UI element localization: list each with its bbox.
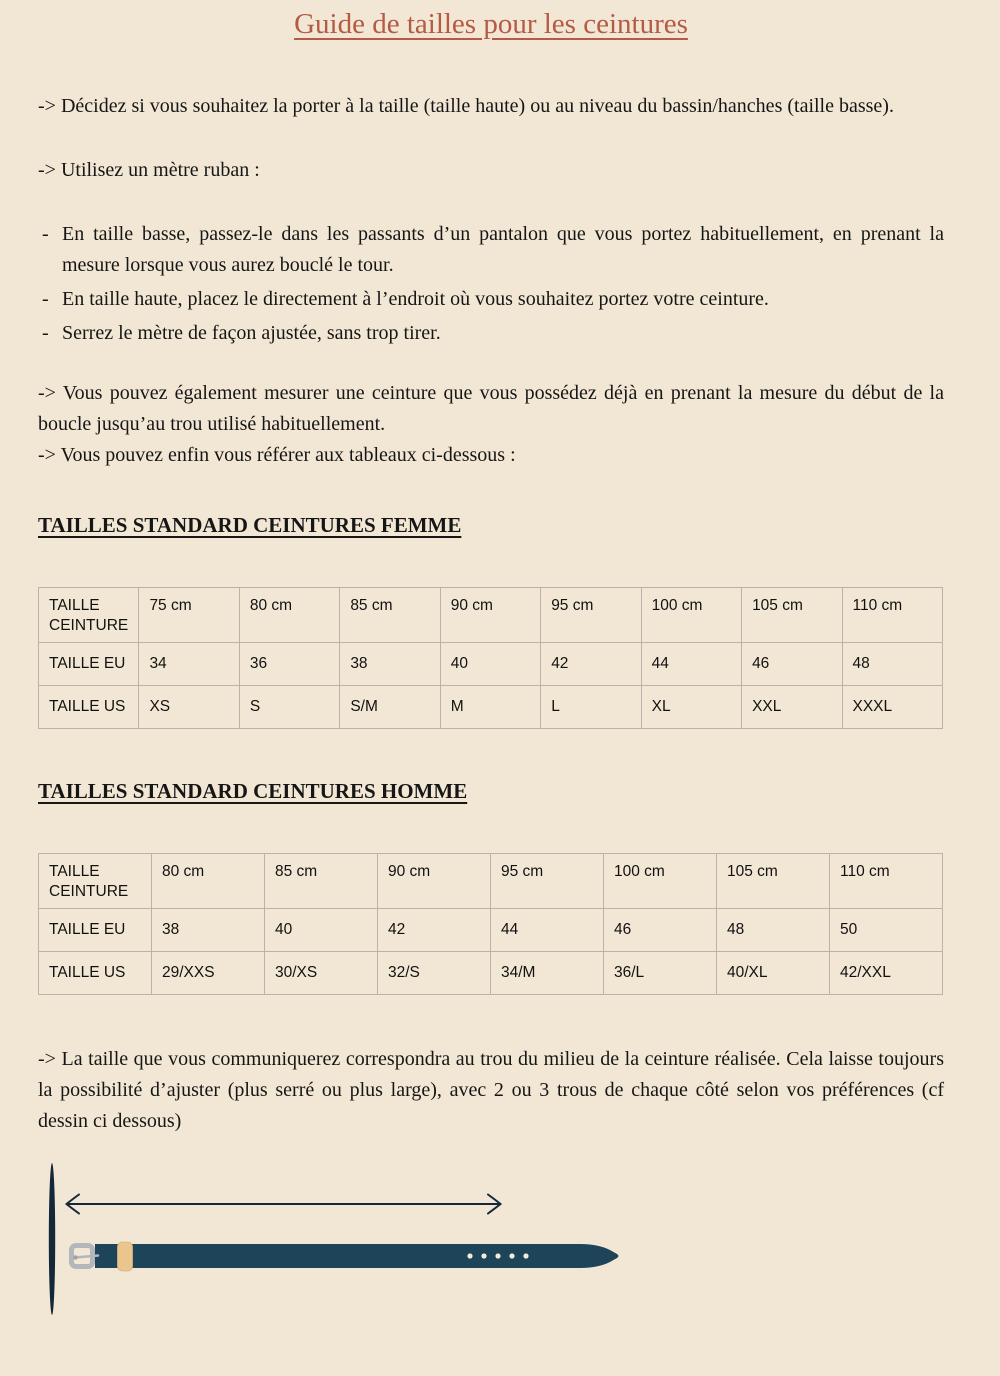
table-cell: 42/XXL: [830, 952, 943, 995]
table-cell: 95 cm: [491, 854, 604, 909]
table-cell: 80 cm: [152, 854, 265, 909]
table-cell: TAILLE CEINTURE: [39, 588, 139, 643]
table-cell: 40/XL: [717, 952, 830, 995]
table-cell: XXXL: [842, 686, 943, 729]
page-title: Guide de tailles pour les ceintures: [294, 8, 688, 40]
table-cell: 90 cm: [440, 588, 540, 643]
table-row: [39, 588, 943, 643]
table-cell: 85 cm: [340, 588, 440, 643]
table-cell: 34: [139, 643, 239, 686]
paragraph-closing: -> La taille que vous communiquerez correspondra au trou du milieu de la ceinture réalisée. Cela laisse toujours la possibilité d’ajuster (plus serré ou plus large), avec 2 ou 3 trous de chaque côté selon vos préférences (cf dessin ci dessous): [38, 1048, 944, 1132]
table-cell: 80 cm: [239, 588, 339, 643]
vertical-reference-line: [49, 1163, 55, 1315]
table-cell: 48: [842, 643, 943, 686]
table-cell: 110 cm: [842, 588, 943, 643]
table-cell: 110 cm: [830, 854, 943, 909]
table-cell: 50: [830, 909, 943, 952]
section-heading-homme: TAILLES STANDARD CEINTURES HOMME: [38, 779, 468, 803]
table-cell: XS: [139, 686, 239, 729]
table-row: [39, 643, 943, 686]
table-cell: M: [440, 686, 540, 729]
list-item: - En taille basse, passez-le dans les passants d’un pantalon que vous portez habituellement, en prenant la mesure lorsque vous aurez bouclé le tour.: [38, 219, 944, 281]
table-cell: TAILLE EU: [39, 643, 139, 686]
belt-buckle-icon: [72, 1246, 99, 1267]
table-cell: 36/L: [604, 952, 717, 995]
table-cell: 36: [239, 643, 339, 686]
measure-instructions-list: [38, 219, 944, 349]
table-cell: L: [541, 686, 641, 729]
femme-size-table: [38, 587, 943, 729]
table-cell: 32/S: [378, 952, 491, 995]
table-cell: 100 cm: [641, 588, 741, 643]
table-cell: 46: [742, 643, 842, 686]
table-cell: 105 cm: [742, 588, 842, 643]
table-cell: S: [239, 686, 339, 729]
table-cell: 48: [717, 909, 830, 952]
belt-figure: [38, 1161, 943, 1323]
table-cell: 40: [265, 909, 378, 952]
belt-loop: [118, 1242, 133, 1271]
table-cell: 29/XXS: [152, 952, 265, 995]
belt-strap: [95, 1244, 619, 1268]
table-cell: 42: [541, 643, 641, 686]
table-cell: 100 cm: [604, 854, 717, 909]
paragraph-measure-existing: -> Vous pouvez également mesurer une ceinture que vous possédez déjà en prenant la mesure du début de la boucle jusqu’au trou utilisé habituellement.: [38, 382, 944, 435]
table-cell: 40: [440, 643, 540, 686]
table-cell: 90 cm: [378, 854, 491, 909]
list-item: - Serrez le mètre de façon ajustée, sans trop tirer.: [38, 318, 944, 349]
table-cell: 95 cm: [541, 588, 641, 643]
paragraph-use-tape: -> Utilisez un mètre ruban :: [38, 159, 260, 181]
table-cell: 30/XS: [265, 952, 378, 995]
belt-illustration: [38, 1161, 943, 1323]
table-cell: 44: [641, 643, 741, 686]
table-cell: TAILLE CEINTURE: [39, 854, 152, 909]
list-item: - En taille haute, placez le directement à l’endroit où vous souhaitez portez votre ceinture.: [38, 284, 944, 315]
paragraph-decide: -> Décidez si vous souhaitez la porter à la taille (taille haute) ou au niveau du bassin/hanches (taille basse).: [38, 95, 894, 117]
table-cell: TAILLE US: [39, 686, 139, 729]
table-row: [39, 686, 943, 729]
table-cell: 85 cm: [265, 854, 378, 909]
table-cell: XL: [641, 686, 741, 729]
table-row: [39, 854, 943, 909]
measure-arrow-icon: [67, 1195, 501, 1214]
table-cell: TAILLE EU: [39, 909, 152, 952]
table-cell: 34/M: [491, 952, 604, 995]
table-row: [39, 909, 943, 952]
paragraph-refer-tables: -> Vous pouvez enfin vous référer aux tableaux ci-dessous :: [38, 444, 516, 466]
table-cell: XXL: [742, 686, 842, 729]
homme-size-table: [38, 853, 943, 995]
table-cell: 105 cm: [717, 854, 830, 909]
table-cell: 46: [604, 909, 717, 952]
table-cell: TAILLE US: [39, 952, 152, 995]
table-cell: 38: [340, 643, 440, 686]
table-cell: 75 cm: [139, 588, 239, 643]
table-cell: 44: [491, 909, 604, 952]
section-heading-femme: TAILLES STANDARD CEINTURES FEMME: [38, 513, 462, 537]
table-cell: 42: [378, 909, 491, 952]
table-cell: 38: [152, 909, 265, 952]
table-row: [39, 952, 943, 995]
table-cell: S/M: [340, 686, 440, 729]
